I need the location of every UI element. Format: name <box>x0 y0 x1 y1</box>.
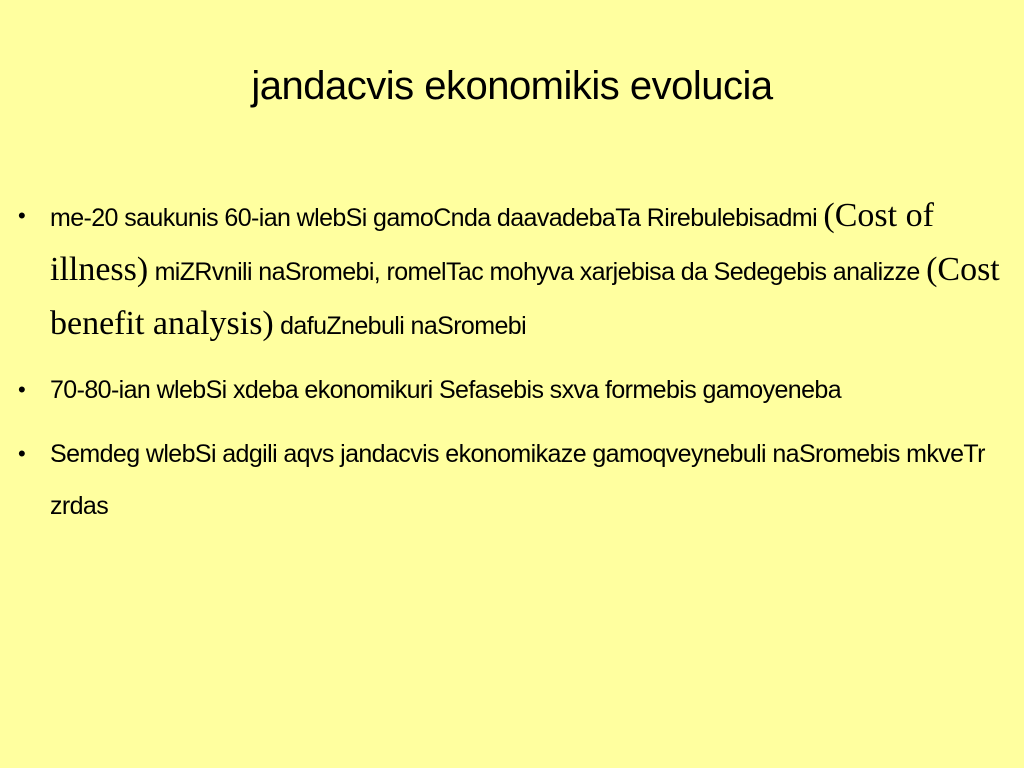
bullet-icon: • <box>18 377 26 402</box>
cost-of-illness-term: (Cost of illness) <box>50 197 934 288</box>
bullet-item-3 <box>16 428 1006 532</box>
bullet-item-1 <box>16 190 1006 352</box>
bullet-icon: • <box>18 441 26 466</box>
slide-title: jandacvis ekonomikis evolucia <box>251 64 773 108</box>
bullet-icon: • <box>18 203 26 228</box>
bullet-1-text-part-2: miZRvnili naSromebi, romelTac mohyva xarjebisa da Sedegebis analizze <box>154 258 920 286</box>
cost-benefit-analysis-term: (Cost benefit analysis) <box>50 251 1000 342</box>
bullet-1-text-part-3: dafuZnebuli naSromebi <box>280 312 527 340</box>
bullet-list <box>16 190 1006 544</box>
bullet-2-text: 70-80-ian wlebSi xdeba ekonomikuri Sefasebis sxva formebis gamoyeneba <box>50 376 841 404</box>
bullet-1-text-part-1: me-20 saukunis 60-ian wlebSi gamoCnda daavadebaTa Rirebulebisadmi <box>50 204 818 232</box>
bullet-item-2 <box>16 364 1006 416</box>
bullet-3-text: Semdeg wlebSi adgili aqvs jandacvis ekonomikaze gamoqveynebuli naSromebis mkveTr zrdas <box>50 440 985 520</box>
